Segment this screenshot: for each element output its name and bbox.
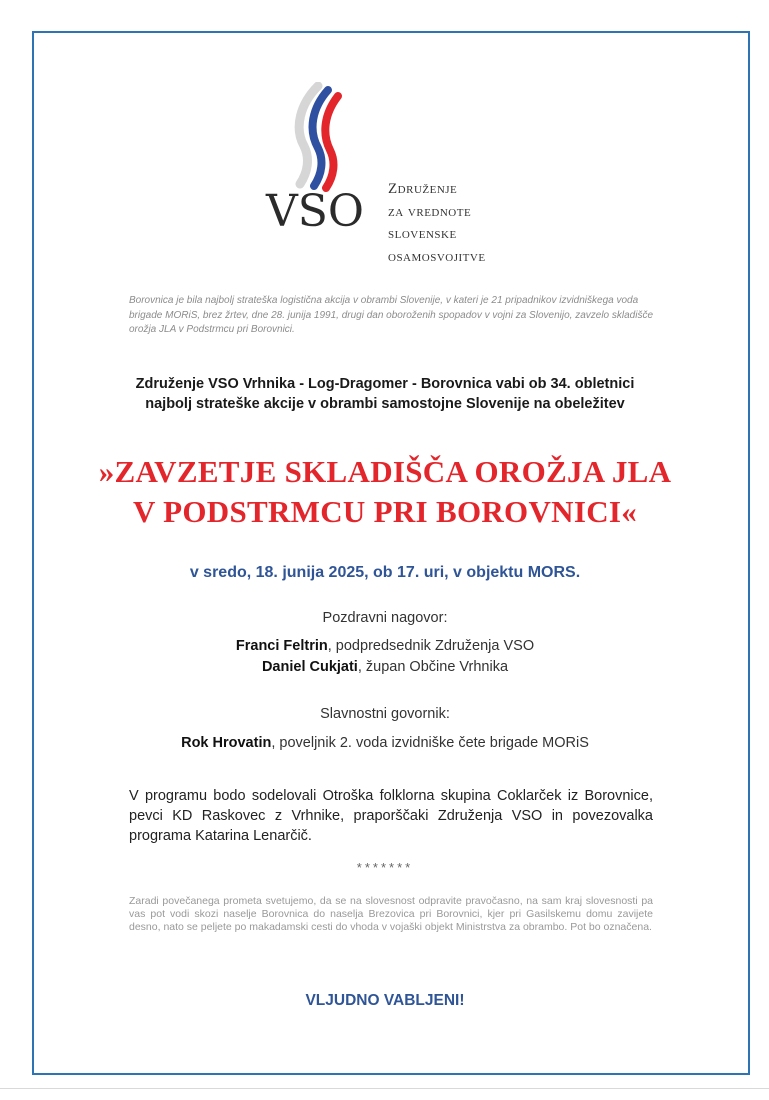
bottom-divider [0,1088,769,1089]
separator-stars: ******* [356,860,414,875]
event-title-line: V PODSTRMCU PRI BOROVNICI« [132,494,638,529]
logo-org-line: osamosvojitve [388,248,486,265]
speaker-entry [80,659,690,675]
intro-paragraph: Borovnica je bila najbolj strateška logistična akcija v obrambi Slovenije, v kateri je 21 pripadnikov izvidniškega voda brigade MORiS, brez žrtev, dne 28. junija 1991, drugi dan oboroženih spopadov v vojni za Slovenijo, zavzelo skladišče orožja JLA v Podstrmcu pri Borovnici. [129,295,654,335]
invitation-text [80,374,690,414]
speaker-role: , poveljnik 2. voda izvidniške čete brigade MORiS [271,735,589,751]
speaker-name: Daniel Cukjati [261,659,358,675]
logo-org-line: Združenje [388,181,458,197]
invitation-line: najbolj strateške akcije v obrambi samostojne Slovenije na obeležitev [145,396,625,412]
speaker-role: , podpredsednik Združenja VSO [327,638,535,654]
directions-note: Zaradi povečanega prometa svetujemo, da se na slovesnost odpravite pravočasno, na sam kraj slovesnosti pa vas pot vodi skozi naselje Borovnica do naselja Brezovica pri Borovnici, kjer pri Gasilskemu domu zavijete desno, nato se peljete po makadamski cesti do vhoda v vojaški objekt Ministrstva za obrambo. Pot bo označena. [129,895,653,933]
event-title [60,452,710,532]
program-paragraph: V programu bodo sodelovali Otroška folklorna skupina Coklarček iz Borovnice, pevci KD Raskovec z Vrhnike, praporščaki Združenja VSO in povezovalka programa Katarina Lenarčič. [129,788,653,844]
closing-invitation: VLJUDNO VABLJENI! [305,992,465,1009]
speaker-name: Franci Feltrin [235,638,328,654]
logo-abbreviation: VSO [266,186,364,237]
logo-org-line: za vrednote [388,203,472,220]
keynote-speaker-entry [80,735,690,751]
logo-organization-name [388,178,486,268]
greeting-label: Pozdravni nagovor: [322,610,448,626]
vso-logo [262,82,532,265]
speaker-entry [80,638,690,654]
keynote-label: Slavnostni govornik: [320,706,450,722]
event-title-line: »ZAVZETJE SKLADIŠČA OROŽJA JLA [98,454,672,489]
invitation-line: Združenje VSO Vrhnika - Log-Dragomer - Borovnica vabi ob 34. obletnici [135,376,635,392]
logo-org-line: slovenske [388,226,457,242]
speaker-role: , župan Občine Vrhnika [357,659,509,675]
event-date-time: v sredo, 18. junija 2025, ob 17. uri, v objektu MORS. [189,564,581,581]
flag-flame-icon [278,82,368,192]
speaker-name: Rok Hrovatin [181,735,272,751]
